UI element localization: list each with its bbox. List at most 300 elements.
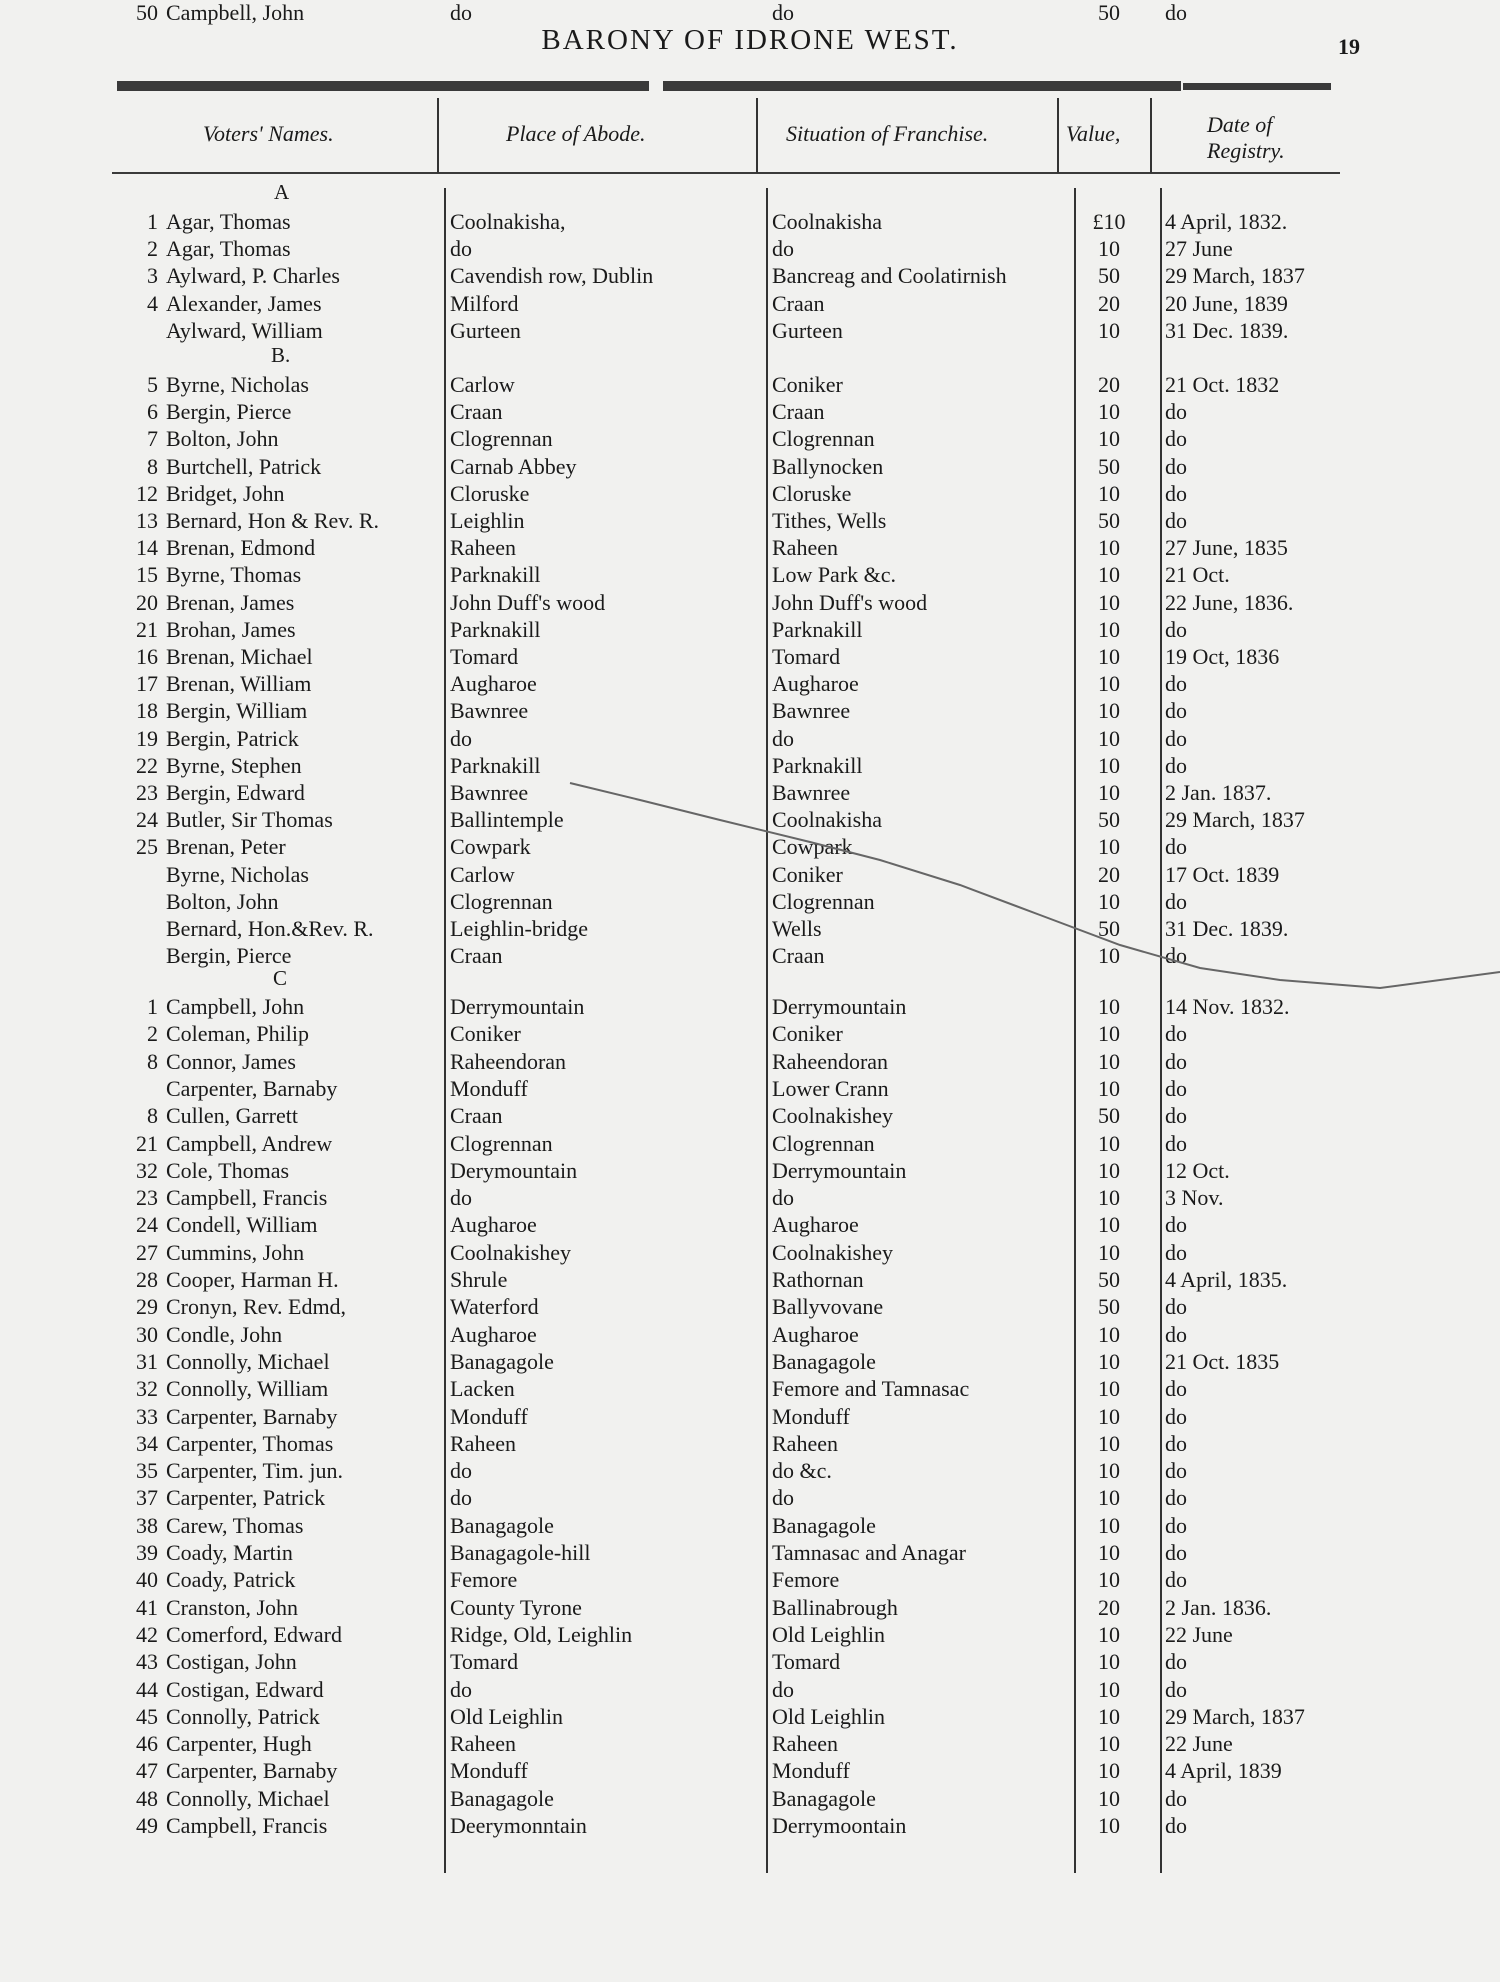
cell-situation: Monduff [772, 1403, 850, 1429]
cell-num: 19 [136, 725, 158, 751]
cell-situation: Derrymountain [772, 994, 907, 1019]
cell-abode: Monduff [450, 1075, 528, 1101]
cell-abode: Bawnree [450, 698, 529, 724]
cell-abode: Parknakill [450, 752, 541, 778]
cell-date: do [1165, 0, 1187, 25]
cell-name: Bergin, Pierce [166, 399, 292, 425]
cell-situation: Derrymoontain [772, 1813, 907, 1838]
cell-date: do [1165, 1485, 1187, 1511]
cell-situation: do &c. [772, 1458, 832, 1484]
cell-num: 45 [136, 1703, 158, 1729]
cell-name: Brenan, James [166, 589, 295, 615]
cell-date: 14 Nov. 1832. [1165, 994, 1290, 1019]
cell-situation: Banagagole [772, 1785, 876, 1811]
cell-abode: Tomard [450, 1649, 519, 1675]
cell-name: Bernard, Hon & Rev. R. [166, 508, 380, 533]
cell-date: do [1165, 616, 1187, 642]
cell-value: 50 [1098, 916, 1120, 941]
cell-abode: Cowpark [450, 834, 531, 860]
cell-name: Campbell, Francis [166, 1813, 328, 1838]
cell-name: Bergin, Patrick [166, 725, 299, 751]
cell-name: Coady, Martin [166, 1540, 293, 1565]
cell-situation: Coolnakisha [772, 209, 882, 234]
cell-abode: Bawnree [450, 780, 529, 805]
cell-abode: Gurteen [450, 317, 521, 343]
cell-value: 50 [1098, 263, 1120, 289]
cell-situation: Ballinabrough [772, 1594, 898, 1620]
cell-value: 10 [1098, 1731, 1120, 1757]
header-registry: Registry. [1207, 138, 1285, 163]
cell-num: 17 [136, 671, 158, 697]
cell-situation: Banagagole [772, 1348, 876, 1374]
section-letter-b: B. [271, 343, 291, 367]
cell-name: Carpenter, Tim. jun. [166, 1458, 343, 1484]
cell-abode: Ballintemple [450, 807, 564, 833]
cell-name: Cummins, John [166, 1239, 305, 1265]
cell-name: Brohan, James [166, 616, 296, 642]
cell-date: do [1165, 752, 1187, 778]
cell-date: do [1165, 698, 1187, 724]
cell-abode: Banagagole-hill [450, 1540, 591, 1565]
cell-name: Bridget, John [166, 480, 285, 506]
cell-value: 10 [1098, 1485, 1120, 1511]
cell-num: 40 [136, 1567, 158, 1593]
cell-num: 32 [136, 1376, 158, 1402]
cell-num: 34 [136, 1430, 158, 1456]
cell-value: 50 [1098, 807, 1120, 833]
cell-situation: Coniker [772, 1021, 843, 1047]
cell-name: Carew, Thomas [166, 1512, 304, 1538]
cell-num: 50 [136, 0, 158, 25]
cell-situation: do [772, 0, 794, 25]
header-place-of-abode: Place of Abode. [506, 121, 646, 146]
cell-date: do [1165, 834, 1187, 860]
cell-num: 39 [136, 1540, 158, 1565]
cell-value: 50 [1098, 508, 1120, 533]
cell-situation: Coolnakisha [772, 807, 882, 833]
cell-abode: Leighlin [450, 508, 525, 533]
cell-value: 10 [1098, 426, 1120, 452]
cell-name: Carpenter, Barnaby [166, 1758, 338, 1784]
cell-num: 8 [147, 1048, 158, 1074]
cell-num: 46 [136, 1731, 158, 1757]
cell-abode: John Duff's wood [450, 589, 606, 615]
cell-abode: Coolnakishey [450, 1239, 571, 1265]
cell-abode: Carlow [450, 372, 515, 397]
cell-value: 10 [1098, 780, 1120, 805]
cell-name: Carpenter, Thomas [166, 1430, 334, 1456]
cell-abode: do [450, 0, 472, 25]
cell-name: Campbell, Francis [166, 1185, 328, 1211]
cell-abode: Carnab Abbey [450, 453, 577, 479]
cell-name: Condell, William [166, 1212, 318, 1238]
cell-value: 10 [1098, 1676, 1120, 1702]
cell-situation: Lower Crann [772, 1075, 889, 1101]
cell-abode: Coniker [450, 1021, 521, 1047]
cell-abode: Banagagole [450, 1348, 554, 1374]
cell-abode: Lacken [450, 1376, 515, 1402]
cell-situation: Raheen [772, 1430, 838, 1456]
cell-situation: Tamnasac and Anagar [772, 1540, 966, 1565]
cell-value: 10 [1098, 644, 1120, 669]
cell-abode: Coolnakisha, [450, 209, 566, 234]
cell-value: 50 [1098, 1294, 1120, 1320]
cell-name: Condle, John [166, 1321, 283, 1347]
cell-name: Costigan, John [166, 1649, 297, 1675]
cell-name: Byrne, Thomas [166, 562, 302, 588]
cell-num: 8 [147, 1103, 158, 1129]
cell-num: 29 [136, 1294, 158, 1320]
cell-num: 5 [147, 372, 158, 397]
cell-num: 44 [136, 1676, 158, 1702]
cell-name: Byrne, Nicholas [166, 372, 309, 397]
cell-value: 10 [1098, 1021, 1120, 1047]
cell-abode: Cloruske [450, 480, 530, 506]
cell-value: 10 [1098, 1403, 1120, 1429]
cell-name: Cullen, Garrett [166, 1103, 298, 1129]
cell-value: 10 [1098, 1567, 1120, 1593]
cell-date: do [1165, 1075, 1187, 1101]
cell-abode: Parknakill [450, 616, 541, 642]
cell-date: 3 Nov. [1165, 1185, 1224, 1211]
cell-value: 10 [1098, 399, 1120, 425]
cell-date: 29 March, 1837 [1165, 1703, 1305, 1729]
cell-situation: Raheen [772, 1731, 838, 1757]
cell-value: 20 [1098, 861, 1120, 887]
cell-value: 10 [1098, 1348, 1120, 1374]
cell-num: 3 [147, 263, 158, 289]
cell-situation: Derrymountain [772, 1157, 907, 1183]
cell-value: 50 [1098, 1267, 1120, 1292]
cell-name: Agar, Thomas [166, 236, 291, 262]
cell-value: 10 [1098, 888, 1120, 914]
cell-num: 16 [136, 644, 158, 669]
cell-situation: Parknakill [772, 616, 863, 642]
cell-situation: Old Leighlin [772, 1703, 886, 1729]
cell-num: 12 [136, 480, 158, 506]
cell-date: do [1165, 1813, 1187, 1838]
cell-abode: Derymountain [450, 1157, 578, 1183]
cell-date: do [1165, 1649, 1187, 1675]
cell-abode: Milford [450, 290, 519, 316]
cell-date: do [1165, 888, 1187, 914]
cell-abode: County Tyrone [450, 1594, 582, 1620]
cell-name: Campbell, Andrew [166, 1130, 333, 1156]
cell-date: do [1165, 1567, 1187, 1593]
cell-date: do [1165, 426, 1187, 452]
cell-value: 10 [1098, 1621, 1120, 1647]
cell-date: 19 Oct, 1836 [1165, 644, 1280, 669]
cell-situation: Coolnakishey [772, 1239, 893, 1265]
cell-num: 37 [136, 1485, 158, 1511]
cell-num: 20 [136, 589, 158, 615]
cell-situation: Craan [772, 943, 825, 969]
cell-abode: do [450, 236, 472, 262]
cell-name: Connolly, Michael [166, 1348, 330, 1374]
cell-situation: Clogrennan [772, 426, 875, 452]
cell-situation: Low Park &c. [772, 562, 897, 588]
cell-situation: Tithes, Wells [772, 508, 887, 533]
cell-situation: Augharoe [772, 1212, 859, 1238]
cell-name: Connor, James [166, 1048, 296, 1074]
cell-abode: Carlow [450, 861, 515, 887]
cell-situation: Bawnree [772, 780, 851, 805]
cell-num: 24 [136, 807, 158, 833]
cell-abode: Waterford [450, 1294, 539, 1320]
cell-date: 22 June [1165, 1621, 1233, 1647]
cell-num: 30 [136, 1321, 158, 1347]
cell-num: 24 [136, 1212, 158, 1238]
cell-abode: Craan [450, 1103, 503, 1129]
cell-date: do [1165, 1458, 1187, 1484]
cell-situation: Tomard [772, 644, 841, 669]
cell-value: 10 [1098, 1157, 1120, 1183]
cell-date: 29 March, 1837 [1165, 807, 1305, 833]
cell-date: 17 Oct. 1839 [1165, 861, 1280, 887]
cell-situation: Coniker [772, 372, 843, 397]
cell-abode: Monduff [450, 1758, 528, 1784]
cell-num: 33 [136, 1403, 158, 1429]
cell-abode: Derrymountain [450, 994, 585, 1019]
cell-situation: do [772, 725, 794, 751]
cell-name: Burtchell, Patrick [166, 453, 322, 479]
cell-situation: Monduff [772, 1758, 850, 1784]
cell-value: 10 [1098, 1376, 1120, 1402]
cell-date: do [1165, 1376, 1187, 1402]
cell-value: 10 [1098, 1130, 1120, 1156]
page-number: 19 [1338, 34, 1360, 59]
cell-value: 10 [1098, 1813, 1120, 1838]
cell-value: 50 [1098, 1103, 1120, 1129]
cell-abode: Banagagole [450, 1512, 554, 1538]
cell-value: 10 [1098, 1430, 1120, 1456]
cell-num: 38 [136, 1512, 158, 1538]
cell-date: do [1165, 399, 1187, 425]
cell-date: 21 Oct. 1832 [1165, 372, 1280, 397]
cell-situation: Coolnakishey [772, 1103, 893, 1129]
cell-abode: Femore [450, 1567, 518, 1593]
cell-abode: Banagagole [450, 1785, 554, 1811]
cell-abode: Monduff [450, 1403, 528, 1429]
header-date-of: Date of [1207, 112, 1273, 137]
cell-date: do [1165, 943, 1187, 969]
cell-name: Butler, Sir Thomas [166, 807, 333, 833]
cell-situation: Ballynocken [772, 453, 884, 479]
cell-name: Byrne, Nicholas [166, 861, 309, 887]
cell-num: 18 [136, 698, 158, 724]
cell-num: 31 [136, 1348, 158, 1374]
cell-date: do [1165, 453, 1187, 479]
cell-abode: do [450, 1458, 472, 1484]
cell-situation: do [772, 1485, 794, 1511]
cell-value: 10 [1098, 1512, 1120, 1538]
cell-num: 6 [147, 399, 158, 425]
cell-date: 31 Dec. 1839. [1165, 916, 1289, 941]
cell-abode: Raheen [450, 1731, 516, 1757]
section-letter-a: A [274, 180, 290, 204]
cell-name: Cooper, Harman H. [166, 1267, 339, 1292]
cell-num: 48 [136, 1785, 158, 1811]
cell-value: 10 [1098, 671, 1120, 697]
header-situation-of-franchise: Situation of Franchise. [786, 121, 989, 146]
cell-date: do [1165, 1430, 1187, 1456]
cell-situation: Clogrennan [772, 888, 875, 914]
cell-name: Bergin, Pierce [166, 943, 292, 969]
cell-name: Connolly, Michael [166, 1785, 330, 1811]
cell-num: 1 [147, 209, 158, 234]
cell-name: Aylward, William [166, 317, 323, 343]
cell-num: 49 [136, 1813, 158, 1838]
cell-num: 4 [147, 290, 158, 316]
cell-name: Brenan, Edmond [166, 535, 316, 561]
cell-value: 10 [1098, 317, 1120, 343]
cell-value: 10 [1098, 1458, 1120, 1484]
cell-name: Carpenter, Patrick [166, 1485, 326, 1511]
cell-situation: Femore [772, 1567, 840, 1593]
cell-num: 15 [136, 562, 158, 588]
cell-abode: Shrule [450, 1267, 508, 1292]
cell-num: 27 [136, 1239, 158, 1265]
cell-name: Bergin, Edward [166, 780, 305, 805]
cell-date: 2 Jan. 1836. [1165, 1594, 1272, 1620]
cell-num: 1 [147, 994, 158, 1019]
cell-date: do [1165, 1103, 1187, 1129]
cell-name: Bergin, William [166, 698, 308, 724]
cell-name: Bolton, John [166, 888, 279, 914]
cell-num: 28 [136, 1267, 158, 1292]
cell-date: do [1165, 1540, 1187, 1565]
cell-value: 10 [1098, 1075, 1120, 1101]
cell-num: 25 [136, 834, 158, 860]
cell-date: 21 Oct. [1165, 562, 1230, 588]
cell-value: 20 [1098, 372, 1120, 397]
cell-abode: Craan [450, 399, 503, 425]
cell-date: do [1165, 1130, 1187, 1156]
cell-date: 29 March, 1837 [1165, 263, 1305, 289]
cell-date: do [1165, 1321, 1187, 1347]
cell-date: 27 June, 1835 [1165, 535, 1288, 561]
cell-situation: Craan [772, 399, 825, 425]
cell-value: 50 [1098, 0, 1120, 25]
header-voters-names: Voters' Names. [203, 121, 334, 146]
cell-date: 21 Oct. 1835 [1165, 1348, 1280, 1374]
cell-abode: Raheen [450, 535, 516, 561]
cell-situation: Banagagole [772, 1512, 876, 1538]
cell-situation: Old Leighlin [772, 1621, 886, 1647]
cell-date: 22 June, 1836. [1165, 589, 1294, 615]
cell-value: 10 [1098, 725, 1120, 751]
cell-date: 22 June [1165, 1731, 1233, 1757]
cell-value: 10 [1098, 236, 1120, 262]
cell-situation: Femore and Tamnasac [772, 1376, 970, 1402]
cell-value: 10 [1098, 1321, 1120, 1347]
cell-value: 10 [1098, 535, 1120, 561]
cell-value: 10 [1098, 1540, 1120, 1565]
cell-value: 10 [1098, 562, 1120, 588]
cell-situation: Wells [772, 916, 822, 941]
cell-num: 21 [136, 1130, 158, 1156]
cell-name: Brenan, Michael [166, 644, 313, 669]
cell-date: 2 Jan. 1837. [1165, 780, 1272, 805]
cell-date: do [1165, 1785, 1187, 1811]
cell-value: 10 [1098, 589, 1120, 615]
cell-situation: do [772, 1185, 794, 1211]
cell-name: Bernard, Hon.&Rev. R. [166, 916, 374, 941]
cell-situation: Ballyvovane [772, 1294, 884, 1320]
cell-name: Comerford, Edward [166, 1621, 342, 1647]
cell-num: 47 [136, 1758, 158, 1784]
cell-date: do [1165, 1212, 1187, 1238]
cell-situation: Augharoe [772, 1321, 859, 1347]
cell-situation: Augharoe [772, 671, 859, 697]
cell-date: do [1165, 480, 1187, 506]
cell-value: £10 [1092, 209, 1126, 234]
cell-date: do [1165, 1512, 1187, 1538]
cell-num: 23 [136, 1185, 158, 1211]
cell-name: Costigan, Edward [166, 1676, 324, 1702]
cell-value: 20 [1098, 1594, 1120, 1620]
cell-situation: John Duff's wood [772, 589, 928, 615]
cell-name: Brenan, Peter [166, 834, 286, 860]
cell-date: 4 April, 1835. [1165, 1267, 1288, 1292]
cell-abode: Craan [450, 943, 503, 969]
cell-situation: Clogrennan [772, 1130, 875, 1156]
cell-date: do [1165, 1021, 1187, 1047]
cell-num: 7 [147, 426, 158, 452]
cell-num: 22 [136, 752, 158, 778]
cell-abode: do [450, 1485, 472, 1511]
cell-situation: Gurteen [772, 317, 843, 343]
cell-name: Campbell, John [166, 994, 305, 1019]
cell-num: 8 [147, 453, 158, 479]
cell-value: 10 [1098, 1185, 1120, 1211]
cell-num: 13 [136, 508, 158, 533]
cell-date: do [1165, 671, 1187, 697]
cell-situation: Bawnree [772, 698, 851, 724]
cell-abode: Augharoe [450, 1321, 537, 1347]
cell-name: Agar, Thomas [166, 209, 291, 234]
cell-abode: Raheen [450, 1430, 516, 1456]
cell-situation: Raheen [772, 535, 838, 561]
cell-num: 32 [136, 1157, 158, 1183]
cell-abode: Raheendoran [450, 1048, 567, 1074]
cell-num: 35 [136, 1458, 158, 1484]
cell-situation: Raheendoran [772, 1048, 889, 1074]
cell-date: 31 Dec. 1839. [1165, 317, 1289, 343]
cell-value: 50 [1098, 453, 1120, 479]
cell-name: Byrne, Stephen [166, 752, 302, 778]
cell-situation: Cowpark [772, 834, 853, 860]
cell-value: 10 [1098, 698, 1120, 724]
cell-name: Connolly, Patrick [166, 1703, 320, 1729]
cell-abode: do [450, 1676, 472, 1702]
cell-situation: Tomard [772, 1649, 841, 1675]
cell-situation: do [772, 1676, 794, 1702]
cell-name: Cronyn, Rev. Edmd, [166, 1294, 347, 1320]
cell-abode: Leighlin-bridge [450, 916, 589, 941]
cell-value: 10 [1098, 1239, 1120, 1265]
cell-name: Carpenter, Barnaby [166, 1075, 338, 1101]
cell-abode: Augharoe [450, 1212, 537, 1238]
cell-abode: Parknakill [450, 562, 541, 588]
cell-value: 10 [1098, 1649, 1120, 1675]
cell-situation: Bancreag and Coolatirnish [772, 263, 1007, 289]
cell-abode: do [450, 725, 472, 751]
cell-num: 41 [136, 1594, 158, 1620]
cell-value: 10 [1098, 1212, 1120, 1238]
cell-date: do [1165, 1403, 1187, 1429]
cell-abode: Old Leighlin [450, 1703, 564, 1729]
